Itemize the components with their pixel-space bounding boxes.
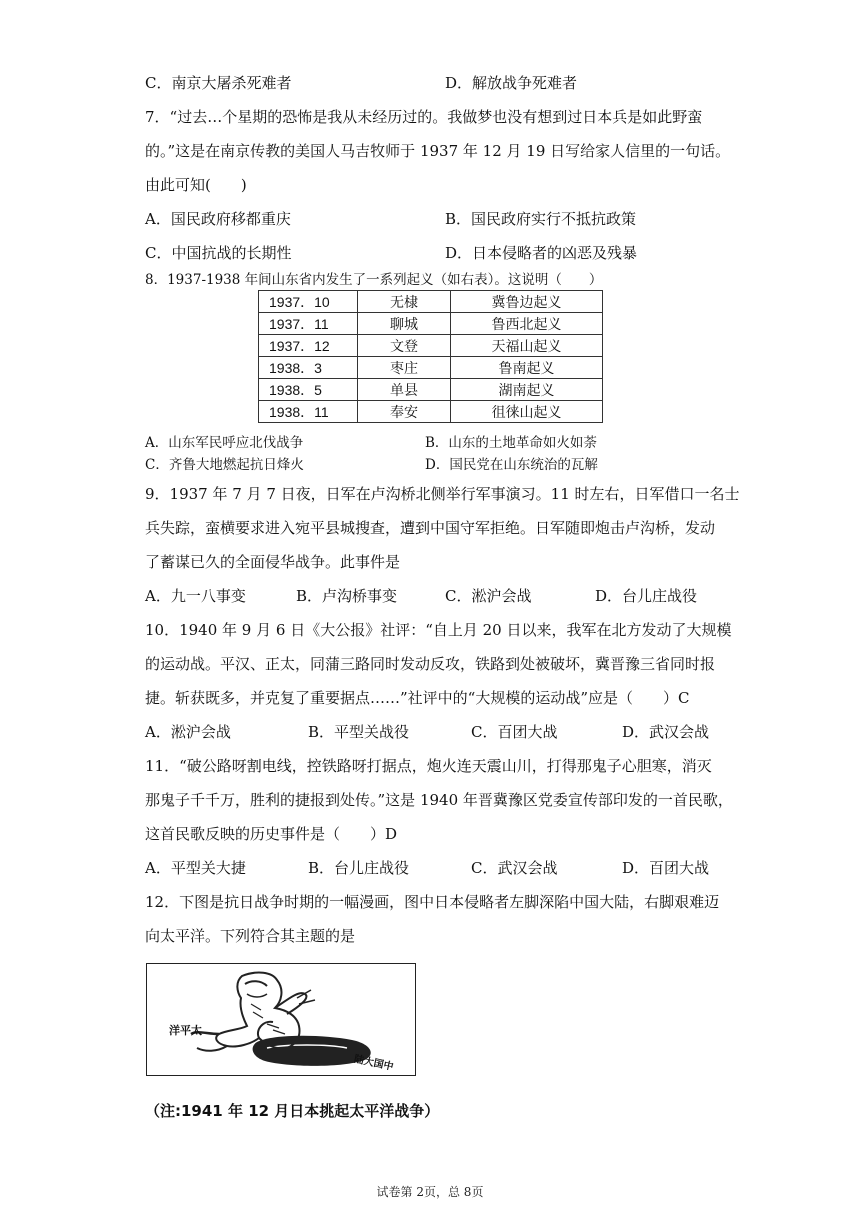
q12-stem-line-2: 向太平洋。下列符合其主题的是 <box>145 927 356 945</box>
war-cartoon-image <box>146 963 416 1076</box>
cartoon-label-china: 陆大国中 <box>352 1053 395 1073</box>
q9-stem-line-2: 兵失踪，蛮横要求进入宛平县城搜查，遭到中国守军拒绝。日军随即炮击卢沟桥，发动 <box>145 519 716 537</box>
q9-stem-line-3: 了蓄谋已久的全面侵华战争。此事件是 <box>145 553 401 571</box>
table-cell-place: 奉安 <box>358 401 451 423</box>
table-cell-event: 天福山起义 <box>451 335 603 357</box>
q11-option-d: D．百团大战 <box>622 859 710 877</box>
table-cell-event: 鲁西北起义 <box>451 313 603 335</box>
table-row <box>259 291 603 313</box>
q9-stem-line-1: 9．1937 年 7 月 7 日夜，日军在卢沟桥北侧举行军事演习。11 时左右，日军借口一名士 <box>145 485 740 503</box>
table-cell-event: 鲁南起义 <box>451 357 603 379</box>
q7-option-d: D．日本侵略者的凶恶及残暴 <box>445 244 638 262</box>
q8-stem: 8．1937-1938 年间山东省内发生了一系列起义（如右表）。这说明（ ） <box>145 272 603 288</box>
q9-option-d: D．台儿庄战役 <box>595 587 698 605</box>
q10-option-a: A．淞沪会战 <box>145 723 231 741</box>
q8-option-b: B．山东的土地革命如火如荼 <box>425 435 597 451</box>
table-cell-place: 单县 <box>358 379 451 401</box>
q7-option-b: B．国民政府实行不抵抗政策 <box>445 210 637 228</box>
q11-stem-line-1: 11．“破公路呀割电线，控铁路呀打据点，炮火连天震山川，打得那鬼子心胆寒，消灭 <box>145 757 712 775</box>
table-cell-place: 文登 <box>358 335 451 357</box>
table-cell-place: 枣庄 <box>358 357 451 379</box>
q8-option-d: D．国民党在山东统治的瓦解 <box>425 457 598 473</box>
q7-stem-line-2: 的。”这是在南京传教的美国人马吉牧师于 1937 年 12 月 19 日写给家人信里的一句话。 <box>145 142 731 160</box>
q7-option-c: C．中国抗战的长期性 <box>145 244 292 262</box>
q7-stem-line-3: 由此可知( ) <box>145 176 247 194</box>
q8-option-c: C．齐鲁大地燃起抗日烽火 <box>145 457 304 473</box>
q7-option-a: A．国民政府移都重庆 <box>145 210 291 228</box>
q8-option-a: A．山东军民呼应北伐战争 <box>145 435 304 451</box>
table-row <box>259 313 603 335</box>
q11-stem-line-3: 这首民歌反映的历史事件是（ ）D <box>145 825 398 843</box>
cartoon-note: （注:1941 年 12 月日本挑起太平洋战争） <box>145 1102 440 1120</box>
table-row <box>259 335 603 357</box>
q10-option-c: C．百团大战 <box>471 723 558 741</box>
q6-option-c: C．南京大屠杀死难者 <box>145 74 292 92</box>
table-row <box>259 379 603 401</box>
table-cell-place: 聊城 <box>358 313 451 335</box>
page-footer: 试卷第 2页，总 8页 <box>376 1185 484 1199</box>
table-cell-date: 1937．10 <box>259 291 358 313</box>
table-cell-place: 无棣 <box>358 291 451 313</box>
table-row <box>259 401 603 423</box>
q10-stem-line-2: 的运动战。平汉、正太，同蒲三路同时发动反攻，铁路到处被破坏，冀晋豫三省同时报 <box>145 655 716 673</box>
q11-option-c: C．武汉会战 <box>471 859 558 877</box>
q11-stem-line-2: 那鬼子千千万，胜利的捷报到处传。”这是 1940 年晋冀豫区党委宣传部印发的一首民歌， <box>145 791 733 809</box>
q11-option-b: B．台儿庄战役 <box>308 859 410 877</box>
q11-option-a: A．平型关大捷 <box>145 859 246 877</box>
table-cell-event: 冀鲁边起义 <box>451 291 603 313</box>
q9-option-b: B．卢沟桥事变 <box>296 587 398 605</box>
q8-uprising-table <box>258 290 603 423</box>
q6-option-d: D．解放战争死难者 <box>445 74 578 92</box>
table-cell-date: 1938．3 <box>259 357 358 379</box>
cartoon-label-pacific: 洋平太 <box>169 1024 202 1037</box>
q10-stem-line-1: 10．1940 年 9 月 6 日《大公报》社评：“自上月 20 日以来，我军在北方发动了大规模 <box>145 621 732 639</box>
table-cell-date: 1937．11 <box>259 313 358 335</box>
table-cell-event: 湖南起义 <box>451 379 603 401</box>
q9-option-a: A．九一八事变 <box>145 587 246 605</box>
q9-option-c: C．淞沪会战 <box>445 587 532 605</box>
q12-stem-line-1: 12．下图是抗日战争时期的一幅漫画，图中日本侵略者左脚深陷中国大陆，右脚艰难迈 <box>145 893 720 911</box>
table-cell-date: 1937．12 <box>259 335 358 357</box>
q10-stem-line-3: 捷。斩获既多，并克复了重要据点……”社评中的“大规模的运动战”应是（ ）C <box>145 689 690 707</box>
q7-stem-line-1: 7．“过去…个星期的恐怖是我从未经历过的。我做梦也没有想到过日本兵是如此野蛮 <box>145 108 703 126</box>
table-cell-date: 1938．5 <box>259 379 358 401</box>
q10-option-d: D．武汉会战 <box>622 723 710 741</box>
table-row <box>259 357 603 379</box>
table-cell-event: 徂徕山起义 <box>451 401 603 423</box>
table-cell-date: 1938．11 <box>259 401 358 423</box>
q10-option-b: B．平型关战役 <box>308 723 410 741</box>
